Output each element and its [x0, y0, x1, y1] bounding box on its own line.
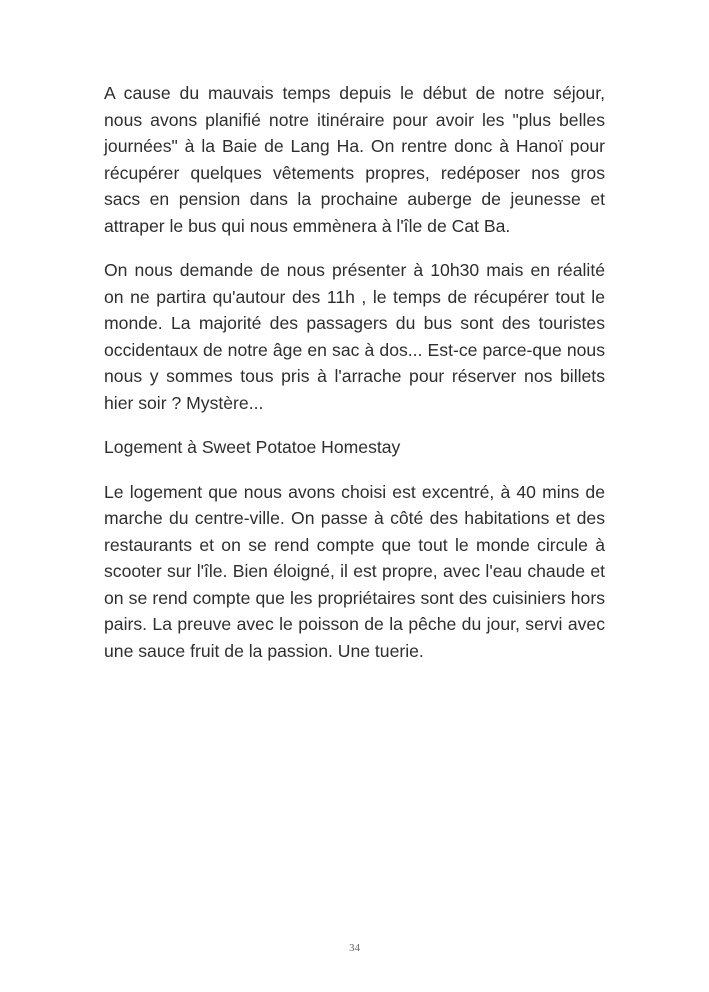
- page-number: 34: [349, 942, 360, 954]
- section-heading-lodging: Logement à Sweet Potatoe Homestay: [104, 437, 401, 457]
- page-content: [104, 80, 605, 682]
- paragraph-bus-departure: On nous demande de nous présenter à 10h30 mais en réalité on ne partira qu'autour des 11h , le temps de récupérer tout le monde. La majorité des passagers du bus sont des touristes occidentaux de notre âge en sac à dos... Est-ce parce-que nous nous y sommes tous pris à l'arrache pour réserver nos billets hier soir ? Mystère...: [104, 260, 605, 413]
- paragraph-lodging-description: Le logement que nous avons choisi est excentré, à 40 mins de marche du centre-ville. On passe à côté des habitations et des restaurants et on se rend compte que tout le monde circule à scooter sur l'île. Bien éloigné, il est propre, avec l'eau chaude et on se rend compte que les propriétaires sont des cuisiniers hors pairs. La preuve avec le poisson de la pêche du jour, servi avec une sauce fruit de la passion. Une tuerie.: [104, 481, 605, 661]
- paragraph-weather-itinerary: A cause du mauvais temps depuis le début de notre séjour, nous avons planifié notre itinéraire pour avoir les "plus belles journées" à la Baie de Lang Ha. On rentre donc à Hanoï pour récupérer quelques vêtements propres, redéposer nos gros sacs en pension dans la prochaine auberge de jeunesse et attraper le bus qui nous emmènera à l'île de Cat Ba.: [104, 83, 605, 236]
